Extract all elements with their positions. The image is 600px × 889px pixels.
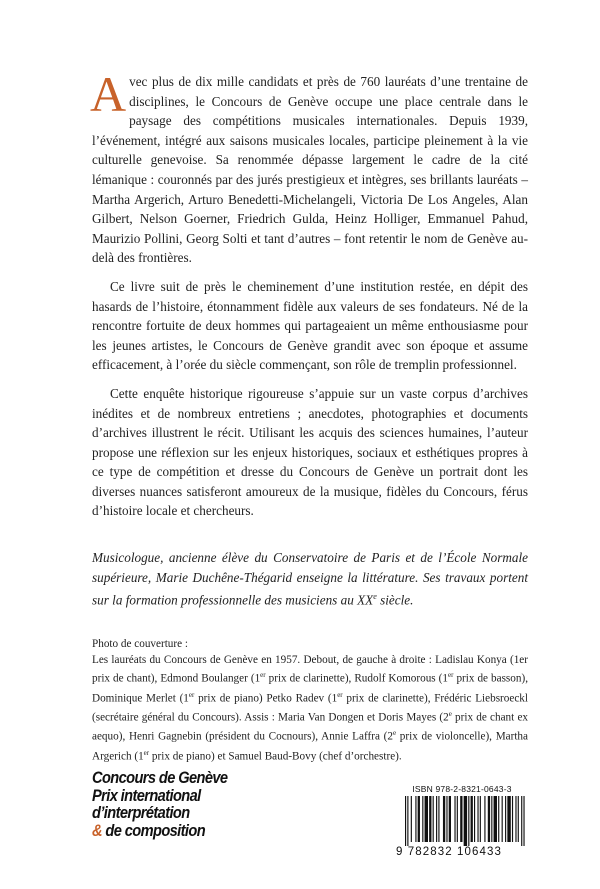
author-bio — [92, 548, 528, 610]
author-bio-text: Musicologue, ancienne élève du Conservatoire de Paris et de l’École Normale supérieure, Marie Duchêne-Thégarid enseigne la littérature. Ses travaux portent sur la formation professionnelle des musiciens au — [92, 550, 528, 608]
logo-line-3: d’interprétation — [92, 803, 190, 822]
drop-cap: A — [90, 66, 127, 122]
logo-line-4-text: de composition — [101, 820, 206, 840]
paragraph-intro — [90, 66, 528, 268]
credits-heading: Photo de couverture : — [92, 638, 189, 650]
barcode-bar — [446, 796, 447, 842]
paragraph-intro-text: vec plus de dix mille candidats et près de 760 lauréats d’une trentaine de disciplines, le Concours de Genève occupe une place centrale dans le paysage des compétitions musicales internationales. Depuis 1939, l’événement, intégré aux saisons musicales locales, participe pleinement à la vie culturelle genevoise. Sa renommée dépasse largement le cadre de la cité lémanique : couronnés par des jurés prestigieux et intègres, ses brillants lauréats – Martha Argerich, Arturo Benedetti-Michelangeli, Victoria De Los Angeles, Alan Gilbert, Nelson Goerner, Friedrich Gulda, Heinz Holliger, Emmanuel Pahud, Maurizio Pollini, Georg Solti et tant d’autres – font retentir le nom de Genève au-delà des frontières. — [92, 74, 528, 266]
barcode-bar — [480, 796, 481, 842]
barcode-bar — [425, 796, 428, 842]
barcode-bar — [429, 796, 431, 842]
barcode-bar — [449, 796, 451, 842]
barcode-bar — [484, 796, 485, 842]
barcode-bar — [407, 796, 408, 846]
barcode-bar — [518, 796, 519, 842]
barcode-bar — [460, 796, 462, 842]
concours-logo — [92, 769, 264, 839]
barcode-bars — [396, 796, 528, 846]
barcode-bar — [505, 796, 506, 842]
barcode-bar — [411, 796, 412, 842]
barcode-bar — [433, 796, 434, 842]
barcode-bar — [415, 796, 416, 842]
author-bio-end: siècle. — [376, 592, 414, 608]
back-cover-text — [90, 66, 528, 530]
barcode-bar — [477, 796, 478, 842]
barcode-bar — [494, 796, 497, 842]
credits-part: prix de clarinette), Rudolf Komorous (1 — [265, 672, 448, 685]
credits-sup: er — [447, 671, 454, 680]
barcode-bar — [491, 796, 492, 842]
paragraph-research: Cette enquête historique rigoureuse s’appuie sur un vaste corpus d’archives inédites et de nombreux entretiens ; anecdotes, photographies et documents d’archives illustrent le récit. Utilisant les acquis des sciences humaines, l’auteur propose une réflexion sur les enjeux historiques, sociaux et esthétiques propres à ce type de compétition et dresse du Concours de Genève un portrait dont les diverses nuances satisferont amoureux de la musique, fidèles du Concours, férus d’histoire locale et chercheurs. — [92, 385, 528, 519]
credits-part: prix de violoncelle), Martha Argerich (1 — [92, 730, 528, 763]
barcode-bar — [443, 796, 445, 842]
barcode-bar — [464, 796, 467, 846]
barcode-bar — [512, 796, 513, 842]
logo-line-1: Concours de Genève — [92, 768, 228, 787]
cover-photo-credits — [92, 637, 528, 765]
barcode-digits: 9 782832 106433 — [396, 846, 503, 858]
barcode-bar — [471, 796, 473, 842]
credits-part: prix de piano) Petko Radev (1 — [194, 692, 338, 705]
credits-sup: er — [260, 671, 266, 680]
credits-body — [92, 653, 528, 765]
barcode-bar — [454, 796, 455, 842]
credits-part: Les lauréats du Concours de Genève en 1957. Debout, de gauche à droite : Ladislau Konya (1er prix de chant), Edmond Boulanger (1 — [92, 653, 528, 685]
barcode-bar — [436, 796, 437, 842]
barcode-bar — [515, 796, 516, 842]
credits-part: prix de chant ex aequo), Henri Gagnebin (président du Cocnours), Annie Laffra (2 — [92, 711, 528, 743]
barcode-bar — [457, 796, 458, 842]
paragraph-history: Ce livre suit de près le cheminement d’une institution restée, en dépit des hasards de l’histoire, étonnamment fidèle aux valeurs de ses fondateurs. Né de la rencontre fortuite de deux hommes qui partageaient un même enthousiasme pour les jeunes artistes, le Concours de Genève grandit avec son époque et assume efficacement, à l’orée du siècle commençant, son rôle de tremplin professionnel. — [92, 278, 528, 373]
barcode-bar — [474, 796, 475, 842]
barcode-bar — [418, 796, 420, 842]
isbn-barcode — [396, 784, 528, 858]
credits-part: prix de clarinette), Frédéric Liebsroeckl (secrétaire général du Concours). Assis : Maria Van Dongen et Doris Mayes (2 — [92, 692, 529, 724]
barcode-bar — [507, 796, 510, 842]
logo-line-2: Prix international — [92, 785, 201, 805]
credits-sup: e — [392, 729, 397, 738]
credits-sup: e — [448, 709, 452, 718]
barcode-bar — [422, 796, 423, 842]
barcode-bar — [502, 796, 503, 842]
barcode-bar — [488, 796, 490, 842]
barcode-bar — [468, 796, 469, 846]
barcode-bar — [405, 796, 406, 846]
logo-line-4 — [92, 822, 264, 840]
isbn-label: ISBN 978-2-8321-0643-3 — [412, 784, 512, 794]
credits-part: prix de piano) et Samuel Baud-Bovy (chef d’orchestre). — [149, 750, 402, 763]
barcode-bar — [498, 796, 499, 842]
barcode-bar — [523, 796, 524, 846]
credits-sup: er — [188, 690, 195, 699]
logo-ampersand: & — [92, 820, 102, 840]
barcode-bar — [438, 796, 439, 842]
credits-sup: er — [143, 748, 150, 757]
barcode-bar — [521, 796, 522, 846]
author-bio-century: XX — [357, 592, 374, 608]
author-bio-century-sup: e — [373, 592, 377, 602]
credits-sup: er — [337, 690, 343, 699]
credits-part: prix de basson), Dominique Merlet (1 — [92, 672, 528, 705]
